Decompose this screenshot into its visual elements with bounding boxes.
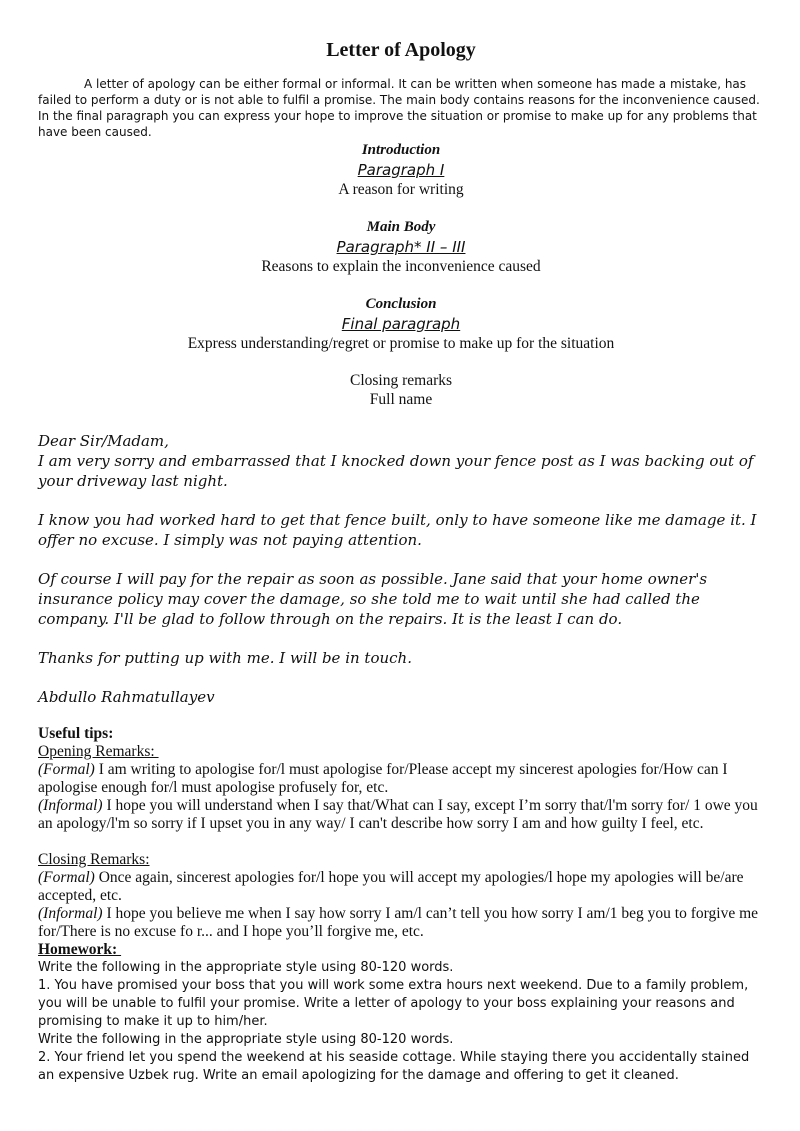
- section-description: Reasons to explain the inconvenience caused: [261, 258, 541, 275]
- homework-instruction: Write the following in the appropriate style using 80-120 words.: [38, 960, 454, 975]
- letter-paragraph: I am very sorry and embarrassed that I knocked down your fence post as I was backing out of your driveway last night.: [38, 452, 754, 490]
- homework-heading: Homework:: [38, 941, 122, 958]
- closing-informal: [38, 905, 764, 941]
- letter-paragraph: I know you had worked hard to get that fence built, only to have someone like me damage it. I offer no excuse. I simply was not paying attention.: [38, 511, 757, 549]
- formal-tag: (Formal): [38, 761, 95, 778]
- homework-task: 2. Your friend let you spend the weekend at his seaside cottage. While staying there you accidentally stained an expensive Uzbek rug. Write an email apologizing for the damage and offering to get it cleaned.: [38, 1050, 750, 1083]
- informal-tag: (Informal): [38, 905, 103, 922]
- section-heading: Introduction: [361, 142, 441, 158]
- structure-introduction: [38, 140, 764, 200]
- closing-structure: [38, 371, 764, 409]
- structure-conclusion: [38, 294, 764, 354]
- closing-formal: [38, 869, 764, 905]
- closing-remarks-label: Closing remarks: [349, 372, 453, 389]
- section-description: Express understanding/regret or promise to make up for the situation: [187, 335, 615, 352]
- section-subheading: Final paragraph: [341, 315, 461, 333]
- page-title: Letter of Apology: [326, 39, 476, 61]
- opening-informal-text: I hope you will understand when I say that/What can I say, except I’m sorry that/l'm sorry for/ 1 owe you an apology/l'm so sorry if I upset you in any way/ I can't describe how sorry I am and how guilty I feel, etc.: [38, 797, 758, 832]
- section-subheading: Paragraph* II – III: [336, 238, 466, 256]
- opening-remarks-heading: Opening Remarks:: [38, 743, 159, 760]
- structure-main-body: [38, 217, 764, 277]
- section-heading: Conclusion: [365, 296, 437, 312]
- homework-task: 1. You have promised your boss that you will work some extra hours next weekend. Due to a family problem, you will be unable to fulfil your promise. Write a letter of apology to your boss explaining your reasons and promising to make it up to him/her.: [38, 978, 749, 1029]
- opening-informal: [38, 797, 764, 833]
- closing-formal-text: Once again, sincerest apologies for/l hope you will accept my apologies/l hope my apologies will be/are accepted, etc.: [38, 869, 744, 904]
- opening-formal: [38, 761, 764, 797]
- letter-paragraph: Thanks for putting up with me. I will be in touch.: [38, 649, 412, 667]
- full-name-label: Full name: [369, 391, 433, 408]
- document-page: [38, 36, 764, 1085]
- homework-section: [38, 941, 764, 1085]
- sample-letter: [38, 431, 764, 707]
- closing-remarks-heading: Closing Remarks:: [38, 851, 150, 868]
- letter-signature: Abdullo Rahmatullayev: [38, 688, 215, 706]
- section-heading: Main Body: [366, 219, 436, 235]
- homework-instruction: Write the following in the appropriate style using 80-120 words.: [38, 1032, 454, 1047]
- intro-paragraph: A letter of apology can be either formal or informal. It can be written when someone has made a mistake, has failed to perform a duty or is not able to fulfil a promise. The main body contains reasons for the inconvenience caused. In the final paragraph you can express your hope to improve the situation or promise to make up for any problems that have been caused.: [38, 77, 760, 139]
- opening-formal-text: I am writing to apologise for/l must apologise for/Please accept my sincerest apologies for/How can I apologise enough for/l must apologise profusely for, etc.: [38, 761, 728, 796]
- section-description: A reason for writing: [338, 181, 464, 198]
- letter-paragraph: Of course I will pay for the repair as soon as possible. Jane said that your home owner's insurance policy may cover the damage, so she told me to wait until she had called the company. I'll be glad to follow through on the repairs. It is the least I can do.: [38, 570, 708, 628]
- letter-salutation: Dear Sir/Madam,: [38, 432, 169, 450]
- informal-tag: (Informal): [38, 797, 103, 814]
- closing-informal-text: I hope you believe me when I say how sorry I am/l can’t tell you how sorry I am/1 beg you to forgive me for/There is no excuse fo r... and I hope you’ll forgive me, etc.: [38, 905, 759, 940]
- tips-heading: Useful tips:: [38, 725, 114, 742]
- section-subheading: Paragraph I: [357, 161, 445, 179]
- formal-tag: (Formal): [38, 869, 95, 886]
- useful-tips: [38, 725, 764, 941]
